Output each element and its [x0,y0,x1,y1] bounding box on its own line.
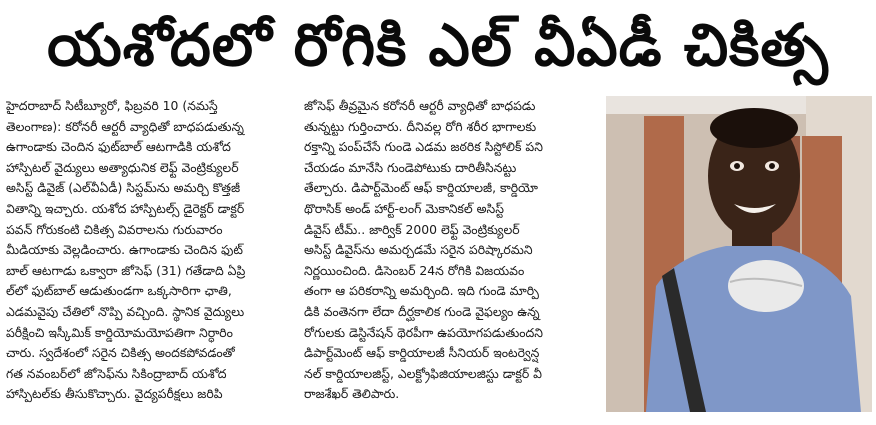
article-line: నల్ కార్డియాలజిస్ట్, ఎలక్ట్రోఫిజియాలజిస్టు డాక్టర్ వీ [304,365,542,381]
article-line: డిపార్ట్‌మెంట్ ఆఫ్ కార్డియాలజీ సీనియర్ ఇంటర్వెన్ష [304,345,540,361]
article-column-middle [304,96,598,421]
article-line: డివైస్ టీమ్.. జార్విక్ 2000 లెఫ్ట్ వెంట్రిక్యులర్ [304,221,520,237]
article-line: అసిస్ట్ డివైస్‌ను అమర్చడమే సరైన పరిష్కారమని [304,242,533,258]
article-line: రక్తాన్ని పంప్‌చేసే గుండె ఎడమ జఠరిక సిస్టోలిక్ పని [304,139,543,155]
article-line: పరీక్షించి ఇస్కీమిక్ కార్డియోమయోపతిగా నిర్ధారిం [6,324,233,340]
article-line: తున్నట్టు గుర్తించారు. దీనివల్ల రోగి శరీర భాగాలకు [304,118,537,134]
article-line: ల్‌లో ఫుట్‌బాల్ ఆడుతుండగా ఒక్కసారిగా ఛాతి, [6,283,232,299]
article-line: బాల్ ఆటగాడు ఒక్వారా జోసెఫ్ (31) గతేడాది ఏప్రి [6,262,246,278]
article-line: నిర్ణయించింది. డిసెంబర్ 24న రోగికి విజయవం [304,262,525,278]
article-line: తంగా ఆ పరికరాన్ని అమర్చింది. ఇది గుండె మార్పి [304,283,539,299]
patient-photo [606,96,872,412]
article-line: థొరాసిక్ అండ్ హార్ట్-లంగ్ మెకానికల్ అసిస్ట్ [304,200,504,216]
patient-photo-image [606,96,872,412]
article-line: డికి వంతెనగా లేదా దీర్ఘకాలిక గుండె వైఫల్యం ఉన్న [304,303,540,319]
article-line: చారు. స్వదేశంలో సరైన చికిత్స అందకపోవడంతో [6,345,235,361]
article-line: తెలంగాణ): కరోనరీ ఆర్టరీ వ్యాధితో బాధపడుతున్న [6,118,244,134]
article-line: గత నవంబర్‌లో జోసెఫ్‌ను సికింద్రాబాద్ యశోద [6,365,227,381]
article-line: ఉగాండాకు చెందిన ఫుట్‌బాల్ ఆటగాడికి యశోద [6,139,231,155]
article-line: రాజశేఖర్ తెలిపారు. [304,386,400,402]
article-line: అసిస్ట్ డివైజ్ (ఎల్‌వీఏడీ) సిస్టమ్‌ను అమర్చి కొత్తజీ [6,180,241,196]
article-line: రోగులకు డెస్టినేషన్ థెరపీగా ఉపయోగపడుతుందని [304,324,543,340]
article-line: హాస్పిటల్ వైద్యులు అత్యాధునిక లెఫ్ట్ వెంట్రిక్యులర్ [6,159,239,175]
article-line: ఎడమవైపు చేతిలో నొప్పి వచ్చింది. స్థానిక వైద్యులు [6,303,245,319]
article-column-left [6,96,296,421]
article-line: మీడియాకు వెల్లడించారు. ఉగాండాకు చెందిన ఫుట్ [6,242,243,258]
article-line: హైదరాబాద్ సిటీబ్యూరో, ఫిబ్రవరి 10 (నమస్తే [6,98,218,113]
article-line: పవన్ గోరుకంటి చికిత్స వివరాలను గురువారం [6,221,223,237]
article-line: హాస్పిటల్‌కు తీసుకొచ్చారు. వైద్యపరీక్షలు జరిపి [6,386,223,402]
article-line: తేల్చారు. డిపార్ట్‌మెంట్ ఆఫ్ కార్డియాలజీ, కార్డియో [304,180,538,196]
headline: యశోదలో రోగికి ఎల్ వీఏడీ చికిత్స [47,11,829,79]
article-line: చేయడం మానేసి గుండెపోటుకు దారితీసినట్టు [304,159,517,175]
article-line: వితాన్ని ఇచ్చారు. యశోద హాస్పిటల్స్ డైరెక్టర్ డాక్టర్ [6,200,245,216]
article-line: జోసెఫ్ తీవ్రమైన కరోనరీ ఆర్టరీ వ్యాధితో బాధపడు [304,98,536,113]
